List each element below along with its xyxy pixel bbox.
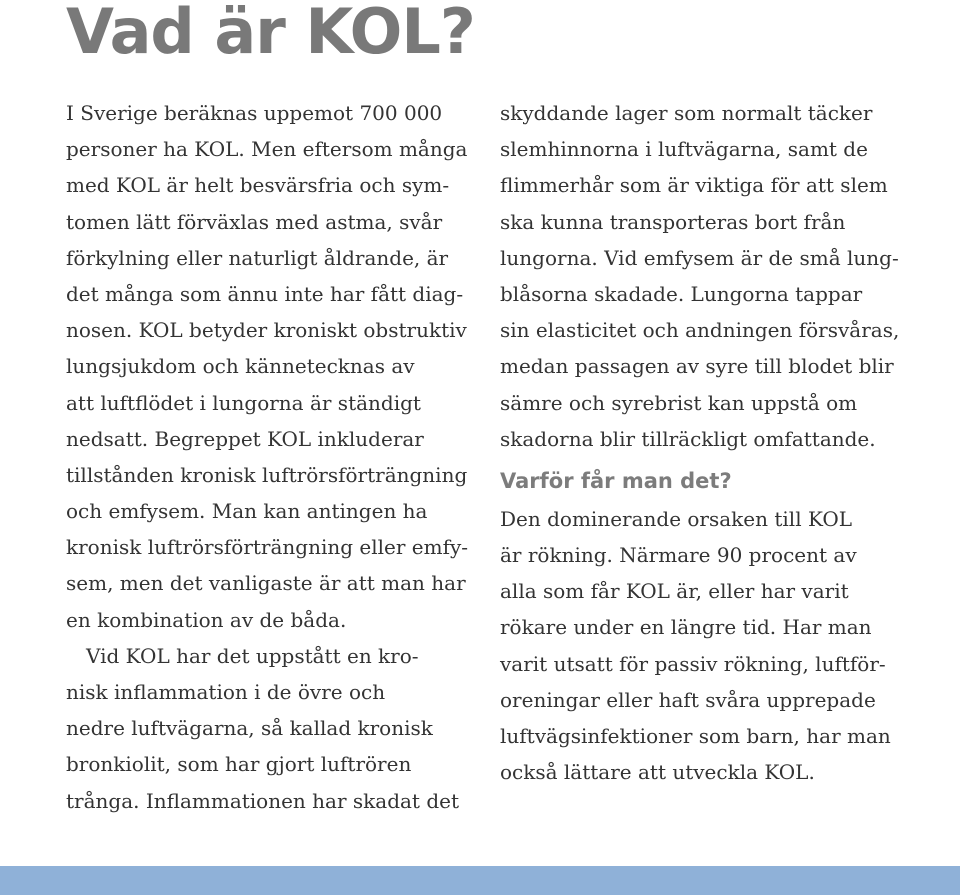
paragraph-line: personer ha KOL. Men eftersom många — [66, 137, 468, 162]
paragraph-line: bronkiolit, som har gjort luftrören — [66, 752, 412, 777]
paragraph-line: med KOL är helt besvärsfria och sym- — [66, 173, 450, 198]
paragraph-line: luftvägsinfektioner som barn, har man — [500, 724, 891, 748]
page-title: Vad är KOL? — [66, 0, 475, 68]
paragraph-line: nedsatt. Begreppet KOL inkluderar — [66, 426, 424, 451]
paragraph-line: skadorna blir tillräckligt omfattande. — [500, 426, 876, 451]
paragraph-line: det många som ännu inte har fått diag- — [66, 281, 464, 306]
left-column — [66, 95, 486, 819]
paragraph-line: sämre och syrebrist kan uppstå om — [500, 390, 858, 415]
paragraph-line: sem, men det vanligaste är att man har — [66, 571, 466, 596]
paragraph-line: varit utsatt för passiv rökning, luftför- — [500, 651, 886, 676]
paragraph-line: Den dominerande orsaken till KOL — [500, 506, 853, 531]
paragraph-line: en kombination av de båda. — [66, 607, 347, 632]
paragraph-line: kronisk luftrörsförträngning eller emfy- — [66, 535, 469, 560]
paragraph-line: slemhinnorna i luftvägarna, samt de — [500, 137, 868, 162]
paragraph-line: oreningar eller haft svåra upprepade — [500, 687, 876, 712]
paragraph-line: rökare under en längre tid. Har man — [500, 615, 872, 640]
paragraph-line: ska kunna transporteras bort från — [500, 209, 846, 234]
paragraph-line: att luftflödet i lungorna är ständigt — [66, 390, 421, 415]
paragraph-line: nedre luftvägarna, så kallad kronisk — [66, 716, 433, 741]
paragraph-line: Vid KOL har det uppstått en kro- — [86, 643, 419, 668]
paragraph-line: och emfysem. Man kan antingen ha — [66, 499, 428, 524]
paragraph-line: lungorna. Vid emfysem är de små lung- — [500, 245, 899, 270]
paragraph-line: tomen lätt förväxlas med astma, svår — [66, 209, 443, 234]
paragraph-line: blåsorna skadade. Lungorna tappar — [500, 281, 863, 306]
paragraph-line: tillstånden kronisk luftrörsförträngning — [66, 462, 468, 487]
paragraph-line: alla som får KOL är, eller har varit — [500, 579, 849, 604]
paragraph-line: skyddande lager som normalt täcker — [500, 101, 873, 125]
section-subheading: Varför får man det? — [500, 468, 732, 493]
paragraph-line: trånga. Inflammationen har skadat det — [66, 788, 459, 813]
footer-color-bar — [0, 866, 960, 895]
right-column — [500, 95, 930, 790]
paragraph-line: också lättare att utveckla KOL. — [500, 760, 815, 785]
paragraph-line: flimmerhår som är viktiga för att slem — [500, 173, 888, 198]
paragraph-line: förkylning eller naturligt åldrande, är — [66, 245, 449, 270]
paragraph-line: är rökning. Närmare 90 procent av — [500, 543, 857, 568]
paragraph-line: sin elasticitet och andningen försvåras, — [500, 318, 900, 343]
paragraph-line: nisk inflammation i de övre och — [66, 680, 386, 704]
paragraph-line: lungsjukdom och kännetecknas av — [66, 354, 415, 379]
paragraph-line: I Sverige beräknas uppemot 700 000 — [66, 101, 443, 125]
paragraph-line: nosen. KOL betyder kroniskt obstruktiv — [66, 318, 467, 343]
paragraph-line: medan passagen av syre till blodet blir — [500, 354, 894, 379]
